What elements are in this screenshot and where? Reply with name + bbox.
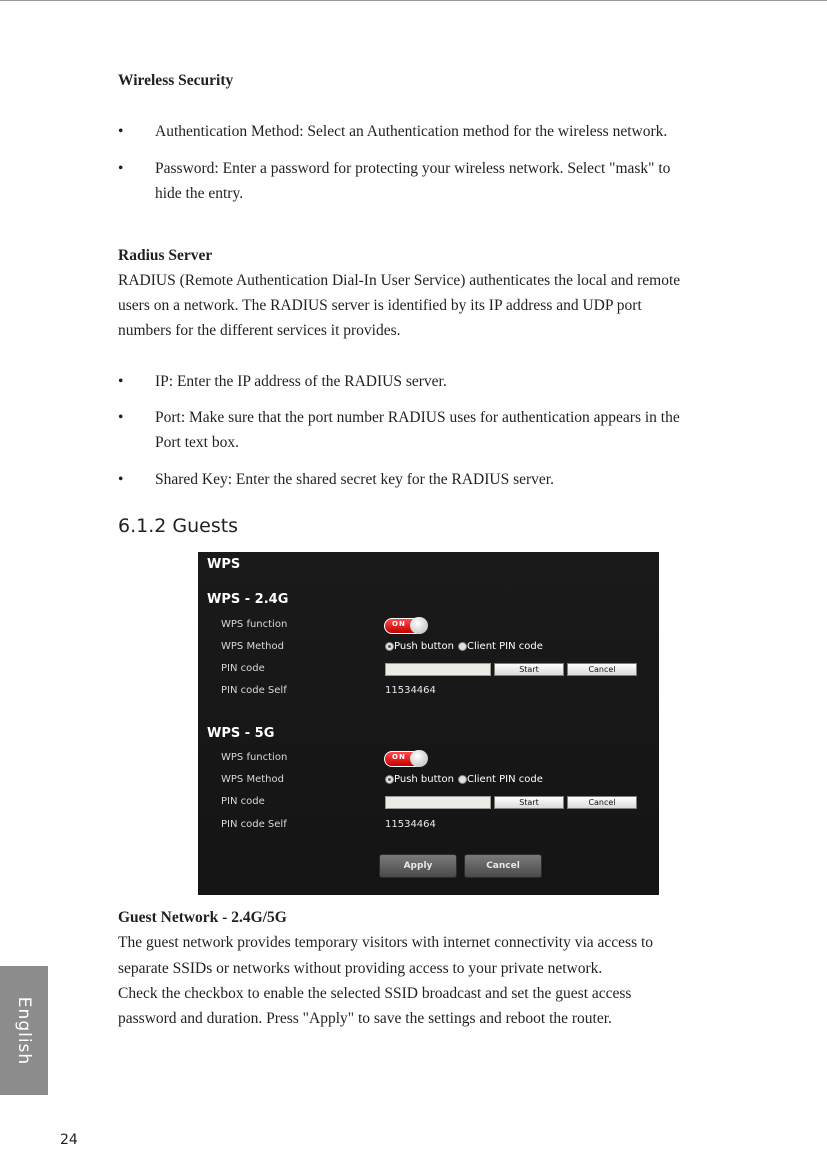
guest-network-line: separate SSIDs or networks without providing access to your private network. <box>118 960 603 977</box>
bullet-text: Authentication Method: Select an Authentication method for the wireless network. <box>155 123 668 140</box>
radius-paragraph-line: users on a network. The RADIUS server is identified by its IP address and UDP port <box>118 297 642 314</box>
wireless-security-heading: Wireless Security <box>118 72 234 89</box>
top-rule <box>0 0 827 1</box>
wps-24g-function-toggle[interactable] <box>384 617 430 634</box>
wps-5g-client-pin-radio[interactable] <box>458 775 467 784</box>
wps-5g-pin-label: PIN code <box>221 796 265 807</box>
wps-24g-pin-input[interactable] <box>385 663 491 676</box>
wps-5g-function-toggle[interactable] <box>384 750 430 767</box>
wps-24g-start-button[interactable]: Start <box>494 663 564 676</box>
radius-paragraph-line: RADIUS (Remote Authentication Dial-In User Service) authenticates the local and remote <box>118 272 681 289</box>
wps-5g-method-label: WPS Method <box>221 774 284 785</box>
guest-network-line: password and duration. Press "Apply" to save the settings and reboot the router. <box>118 1010 612 1027</box>
radius-server-heading: Radius Server <box>118 247 213 264</box>
wps-24g-push-button-radio[interactable] <box>385 642 394 651</box>
cancel-button[interactable]: Cancel <box>464 854 542 878</box>
bullet-text-continued: Port text box. <box>155 434 239 451</box>
wps-5g-pin-input[interactable] <box>385 796 491 809</box>
bullet-dot: • <box>118 471 124 488</box>
language-side-tab <box>0 966 48 1095</box>
wps-5g-title: WPS - 5G <box>207 726 275 741</box>
guest-network-heading: Guest Network - 2.4G/5G <box>118 909 287 926</box>
wps-24g-pin-self-label: PIN code Self <box>221 685 287 696</box>
wps-24g-pin-self-value: 11534464 <box>385 685 436 696</box>
bullet-text: IP: Enter the IP address of the RADIUS server. <box>155 373 447 390</box>
guest-network-line: Check the checkbox to enable the selected SSID broadcast and set the guest access <box>118 985 632 1002</box>
guest-network-line: The guest network provides temporary visitors with internet connectivity via access to <box>118 934 654 951</box>
wps-24g-client-pin-radio[interactable] <box>458 642 467 651</box>
wps-5g-cancel-button[interactable]: Cancel <box>567 796 637 809</box>
wps-5g-function-label: WPS function <box>221 752 288 763</box>
wps-5g-pin-self-label: PIN code Self <box>221 819 287 830</box>
toggle-text: ON <box>392 620 406 628</box>
wps-24g-client-pin-label: Client PIN code <box>467 641 543 652</box>
wps-title: WPS <box>207 557 241 572</box>
language-label: English <box>14 996 34 1065</box>
radius-paragraph-line: numbers for the different services it provides. <box>118 322 401 339</box>
section-title: 6.1.2 Guests <box>118 515 239 537</box>
bullet-dot: • <box>118 160 124 177</box>
page-number: 24 <box>60 1132 78 1148</box>
toggle-knob <box>410 750 428 767</box>
wps-24g-pin-label: PIN code <box>221 663 265 674</box>
wps-5g-start-button[interactable]: Start <box>494 796 564 809</box>
wps-screenshot <box>198 552 659 895</box>
wps-24g-title: WPS - 2.4G <box>207 592 289 607</box>
wps-5g-pin-self-value: 11534464 <box>385 819 436 830</box>
bullet-dot: • <box>118 373 124 390</box>
wps-24g-function-label: WPS function <box>221 619 288 630</box>
bullet-text: Port: Make sure that the port number RADIUS uses for authentication appears in the <box>155 409 680 426</box>
bullet-text-continued: hide the entry. <box>155 185 244 202</box>
wps-5g-push-button-radio[interactable] <box>385 775 394 784</box>
bullet-dot: • <box>118 123 124 140</box>
bullet-text: Shared Key: Enter the shared secret key for the RADIUS server. <box>155 471 554 488</box>
wps-24g-cancel-button[interactable]: Cancel <box>567 663 637 676</box>
wps-24g-method-label: WPS Method <box>221 641 284 652</box>
bullet-text: Password: Enter a password for protecting your wireless network. Select "mask" to <box>155 160 671 177</box>
wps-24g-push-button-label: Push button <box>394 641 454 652</box>
wps-5g-push-button-label: Push button <box>394 774 454 785</box>
wps-5g-client-pin-label: Client PIN code <box>467 774 543 785</box>
toggle-text: ON <box>392 753 406 761</box>
bullet-dot: • <box>118 409 124 426</box>
toggle-knob <box>410 617 428 634</box>
apply-button[interactable]: Apply <box>379 854 457 878</box>
